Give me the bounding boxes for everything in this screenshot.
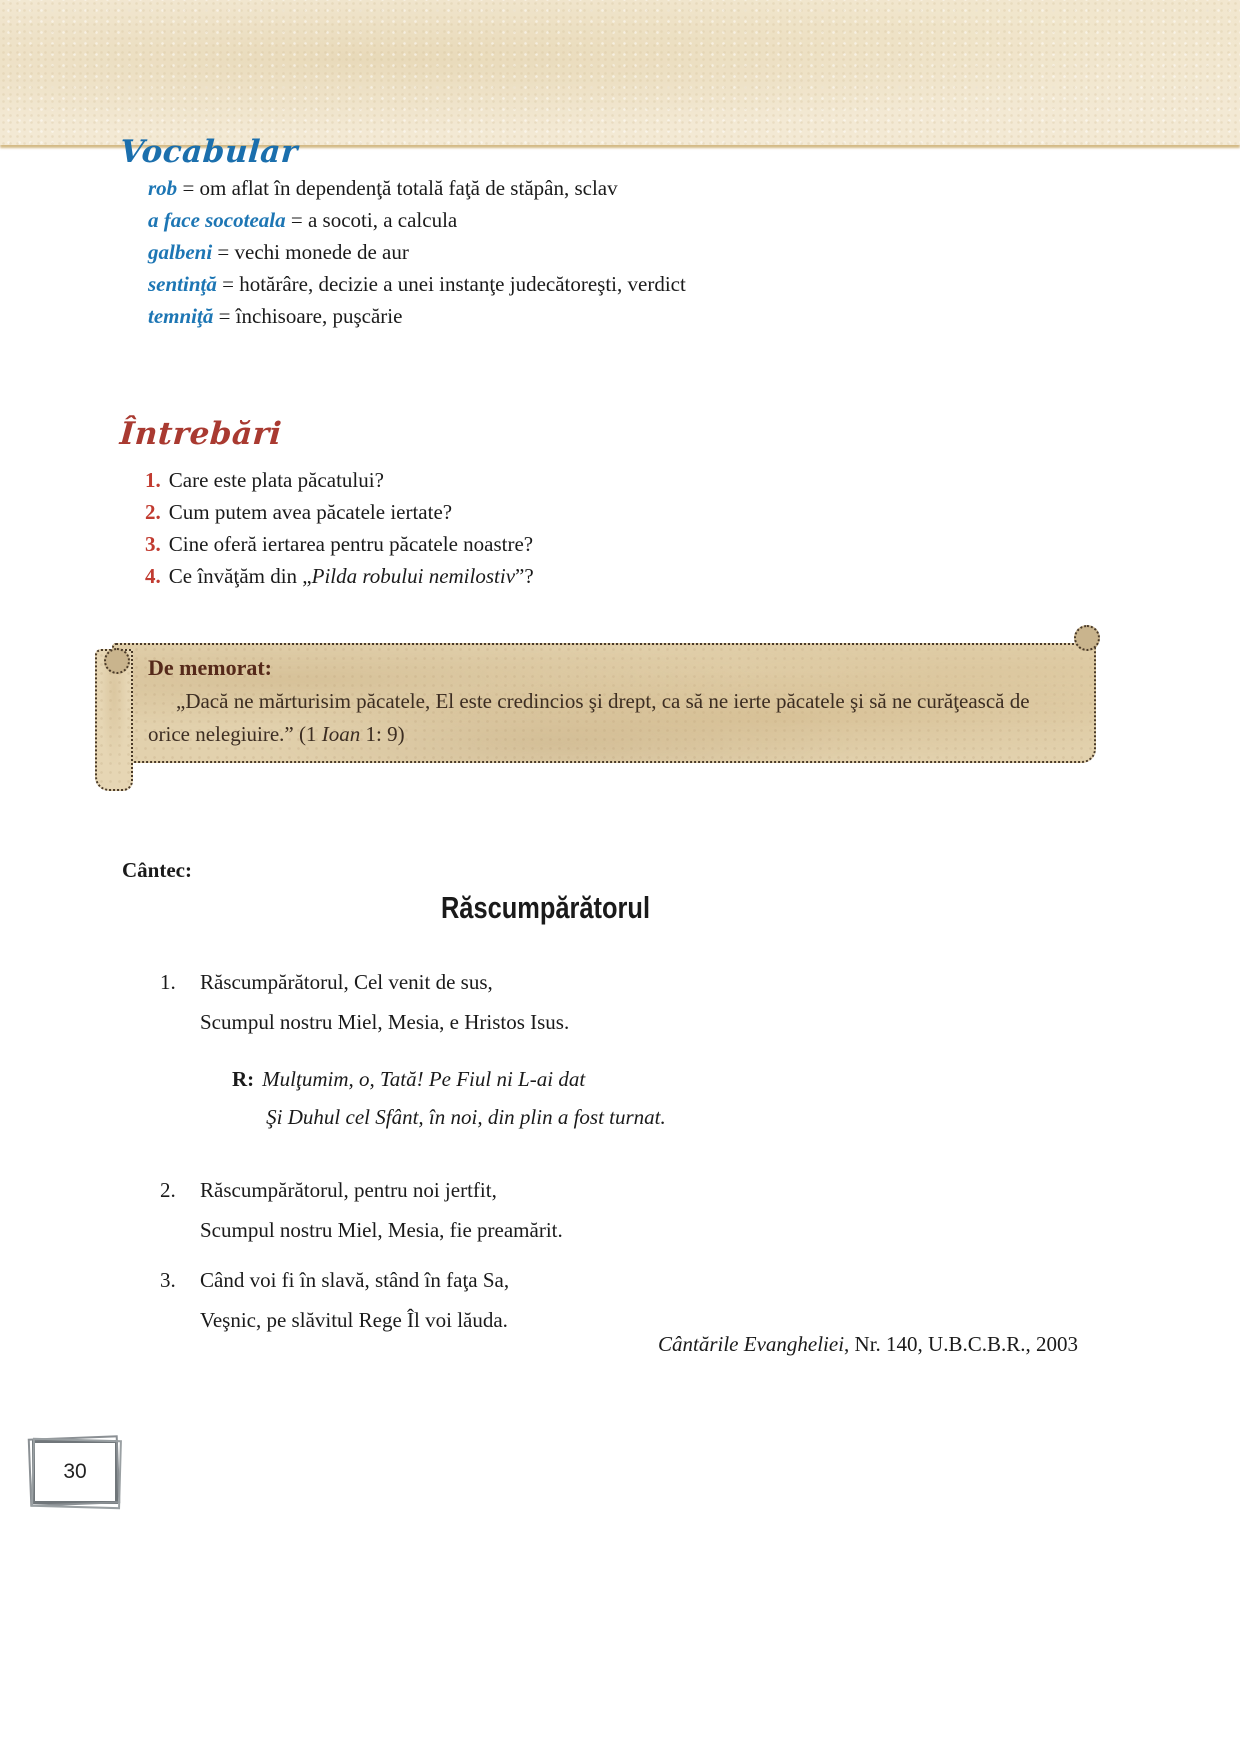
refrain-line: Mulţumim, o, Tată! Pe Fiul ni L-ai dat (262, 1067, 586, 1091)
memorize-box (112, 643, 1096, 763)
vocab-term: a face socoteala (148, 208, 286, 232)
torn-paper-header (0, 0, 1240, 150)
question-number: 2. (145, 500, 161, 524)
question-item (145, 528, 534, 560)
question-text: Cum putem avea păcatele iertate? (168, 500, 453, 524)
song-verse (160, 1170, 563, 1250)
verse-line: Scumpul nostru Miel, Mesia, fie preamărit. (200, 1218, 563, 1242)
vocab-definition: = hotărâre, decizie a unei instanţe judecătoreşti, verdict (216, 272, 686, 296)
vocab-term: temniţă (148, 304, 214, 328)
verse-number: 2. (160, 1178, 176, 1202)
vocab-definition: = a socoti, a calcula (285, 208, 458, 232)
verse-lines (200, 1170, 563, 1250)
vocab-entry (148, 268, 686, 300)
verse-line: Veşnic, pe slăvitul Rege Îl voi lăuda. (200, 1308, 508, 1332)
vocabular-heading: Vocabular (118, 134, 300, 170)
verse-line: Răscumpărătorul, Cel venit de sus, (200, 970, 493, 994)
parchment-pin-left (104, 648, 130, 674)
question-text: Care este plata păcatului? (168, 468, 384, 492)
questions-list (145, 464, 534, 592)
memorize-heading: De memorat: (148, 655, 272, 680)
parchment-pin-right (1074, 625, 1100, 651)
intrebari-heading: Întrebări (118, 416, 284, 452)
vocab-definition: = închisoare, puşcărie (213, 304, 403, 328)
song-verse (160, 962, 569, 1042)
song-section-label: Cântec: (122, 858, 192, 882)
question-text-after: ”? (515, 564, 534, 588)
song-title: Răscumpărătorul (440, 890, 650, 925)
question-text: Cine oferă iertarea pentru păcatele noastre? (168, 532, 534, 556)
question-item (145, 496, 534, 528)
songbook-reference: , Nr. 140, U.B.C.B.R., 2003 (844, 1332, 1078, 1356)
song-title-wrap (120, 890, 970, 926)
song-attribution (120, 1332, 1078, 1357)
question-item (145, 464, 534, 496)
verse-line: Răscumpărătorul, pentru noi jertfit, (200, 1178, 497, 1202)
memorize-verse (148, 685, 1072, 751)
question-text: Ce învăţăm din „ (168, 564, 312, 588)
verse-number: 1. (160, 970, 176, 994)
vocab-term: galbeni (148, 240, 213, 264)
verse-lines (200, 1260, 509, 1340)
verse-lines (200, 962, 569, 1042)
song-refrain (232, 1060, 666, 1136)
bible-book-name: Ioan (321, 722, 361, 746)
vocab-entry (148, 300, 686, 332)
question-text-italic: Pilda robului nemilostiv (311, 564, 516, 588)
question-number: 4. (145, 564, 161, 588)
vocabulary-list (148, 172, 686, 332)
vocab-entry (148, 172, 686, 204)
vocab-entry (148, 204, 686, 236)
page-number-box (32, 1440, 118, 1504)
vocab-term: rob (148, 176, 178, 200)
refrain-lines (262, 1060, 666, 1136)
verse-line: Când voi fi în slavă, stând în faţa Sa, (200, 1268, 510, 1292)
vocab-term: sentinţă (148, 272, 217, 296)
memorize-quote: „Dacă ne mărturisim păcatele, El este credincios şi drept, ca să ne ierte păcatele şi să ne curăţească de orice nelegiuire.” (1 (148, 689, 1030, 746)
song-verse (160, 1260, 509, 1340)
verse-number: 3. (160, 1268, 176, 1292)
vocab-entry (148, 236, 686, 268)
torn-paper-texture (0, 0, 1240, 145)
question-number: 1. (145, 468, 161, 492)
refrain-line: Şi Duhul cel Sfânt, în noi, din plin a fost turnat. (266, 1105, 666, 1129)
question-number: 3. (145, 532, 161, 556)
verse-line: Scumpul nostru Miel, Mesia, e Hristos Isus. (200, 1010, 570, 1034)
refrain-label: R: (232, 1067, 255, 1091)
vocab-definition: = vechi monede de aur (212, 240, 409, 264)
page-number: 30 (63, 1460, 87, 1483)
bible-reference: 1: 9) (360, 722, 405, 746)
question-item (145, 560, 534, 592)
songbook-title: Cântările Evangheliei (658, 1332, 845, 1356)
vocab-definition: = om aflat în dependenţă totală faţă de stăpân, sclav (177, 176, 618, 200)
